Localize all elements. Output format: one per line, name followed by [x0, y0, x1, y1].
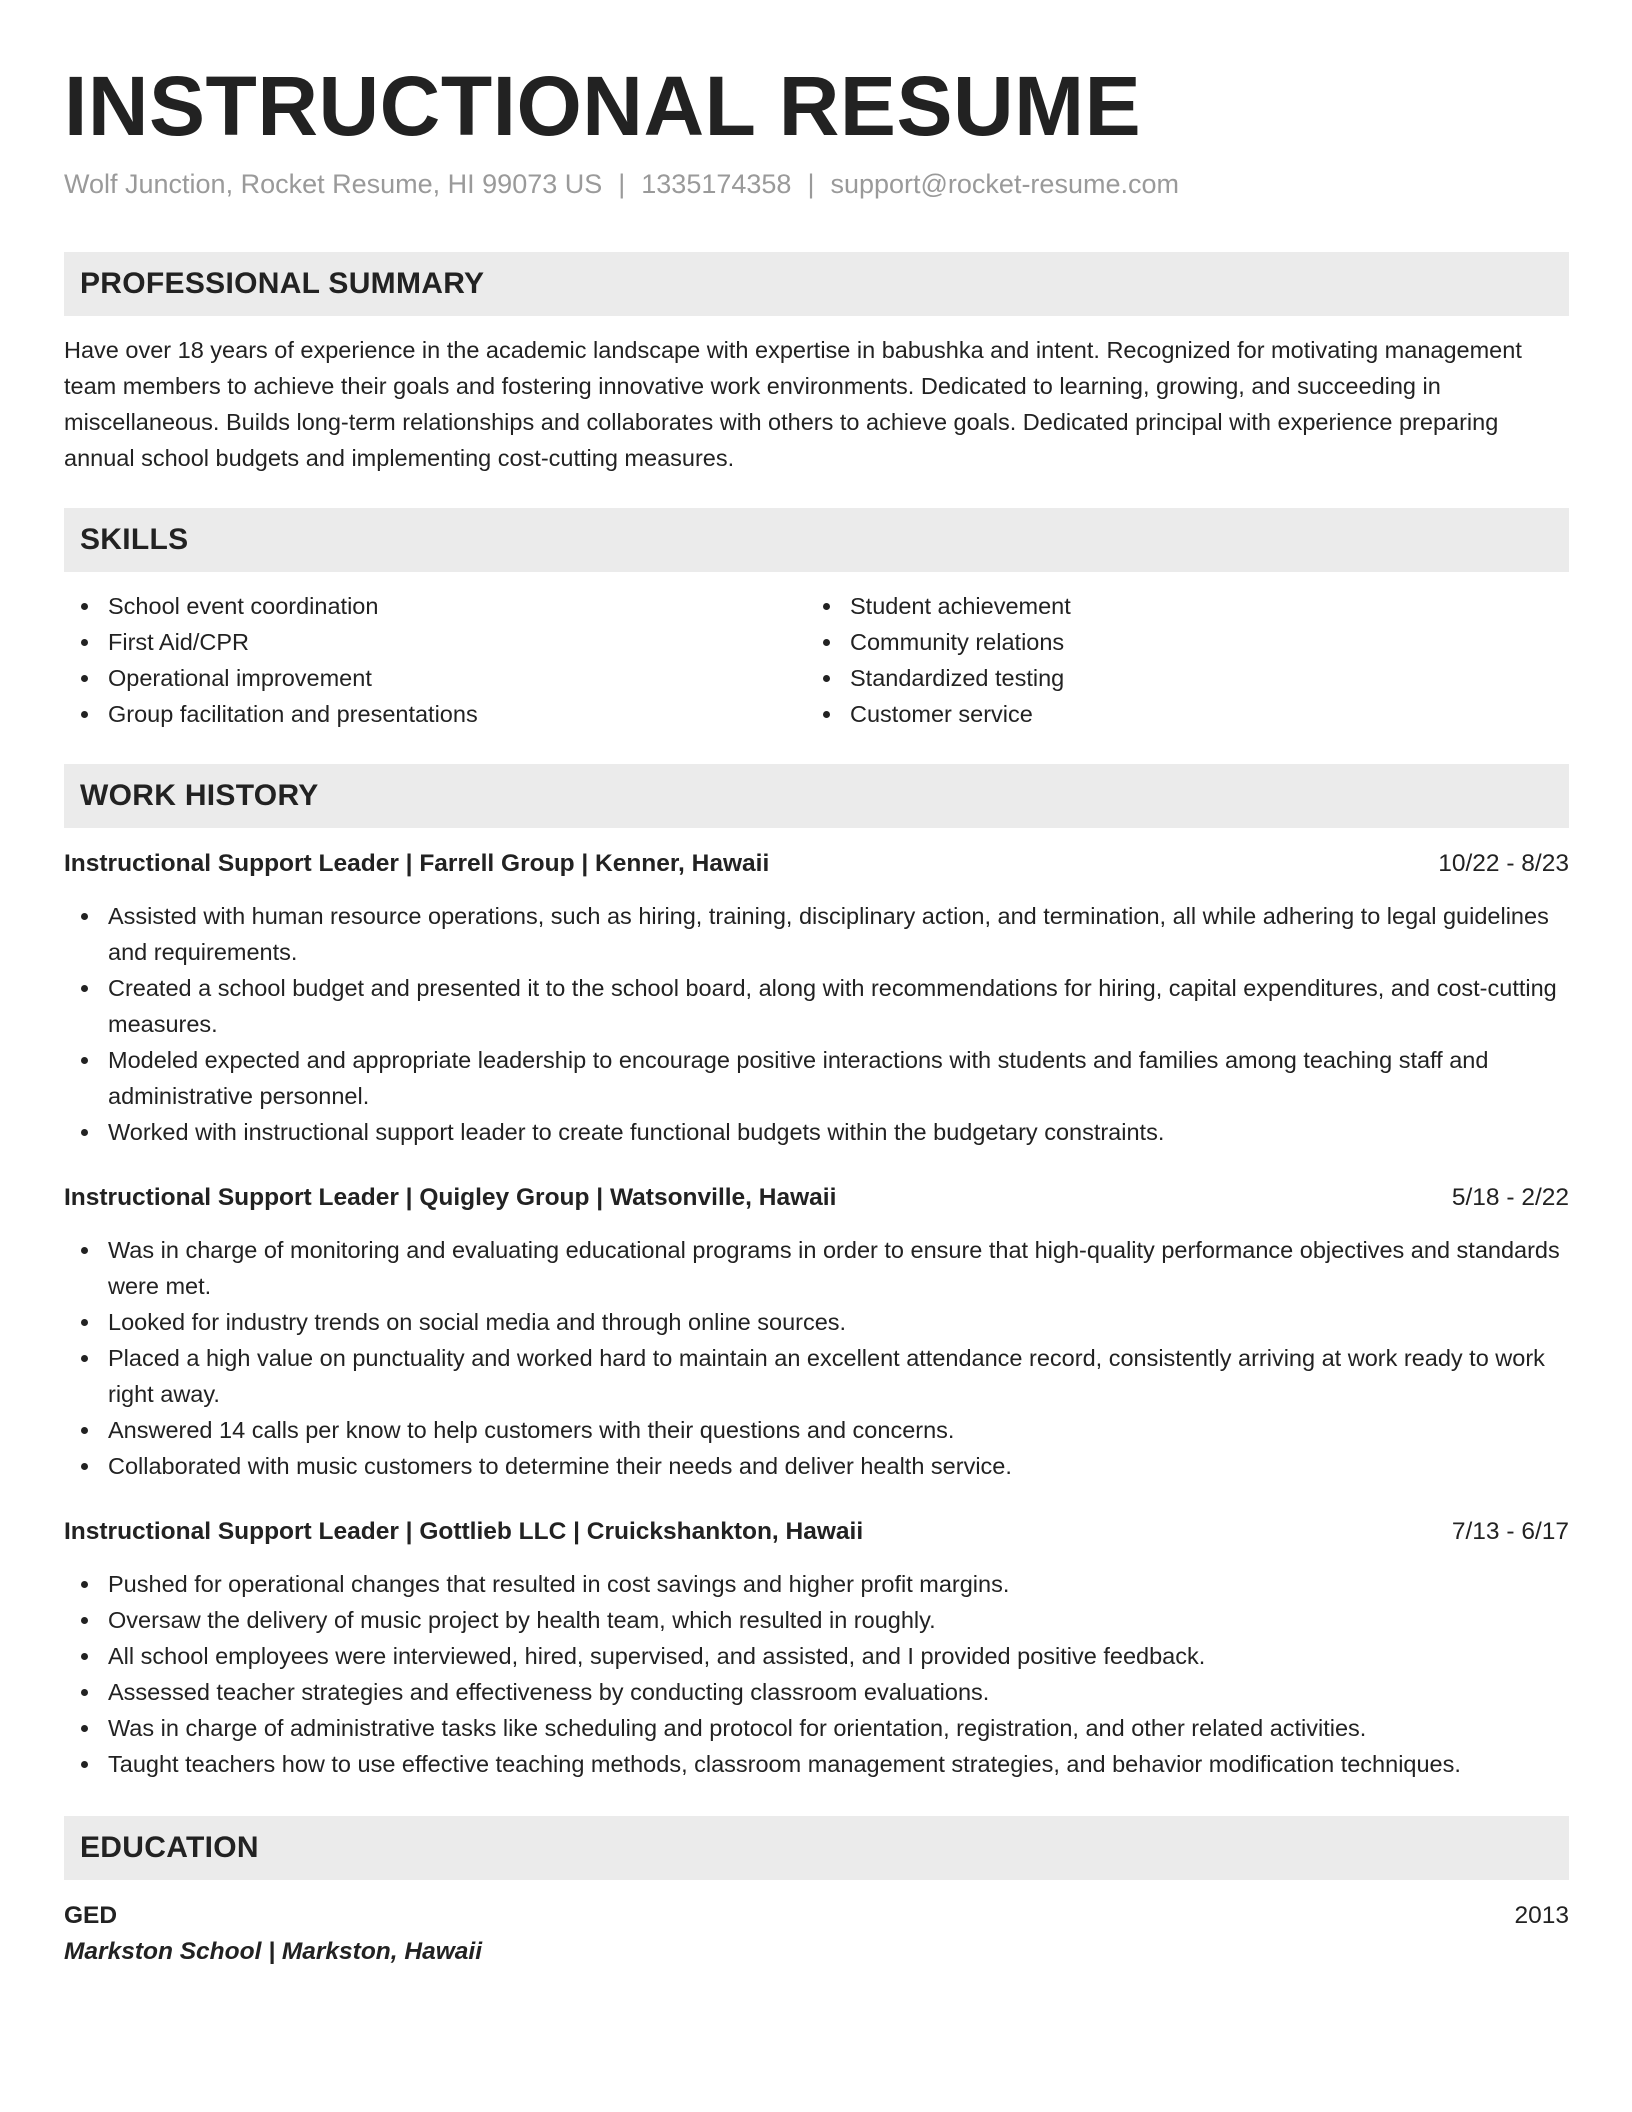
contact-line	[64, 164, 1569, 204]
job-bullet: Pushed for operational changes that resulted in cost savings and higher profit margins.	[64, 1566, 1569, 1602]
section-heading-work-history: WORK HISTORY	[64, 764, 1569, 828]
section-heading-education: EDUCATION	[64, 1816, 1569, 1880]
job-bullet: Taught teachers how to use effective teaching methods, classroom management strategies, and behavior modification techniques.	[64, 1746, 1569, 1782]
job-header	[64, 1514, 1569, 1550]
job-title: Instructional Support Leader | Gottlieb LLC | Cruickshankton, Hawaii	[64, 1518, 864, 1545]
job-entry	[64, 1514, 1569, 1782]
job-dates: 10/22 - 8/23	[1438, 850, 1569, 877]
job-dates: 5/18 - 2/22	[1451, 1184, 1569, 1211]
job-bullet: Placed a high value on punctuality and worked hard to maintain an excellent attendance record, consistently arriving at work ready to work right away.	[64, 1340, 1569, 1412]
job-title: Instructional Support Leader | Quigley Group | Watsonville, Hawaii	[64, 1184, 837, 1211]
skills-column-left	[64, 588, 806, 732]
job-bullet: Answered 14 calls per know to help customers with their questions and concerns.	[64, 1412, 1569, 1448]
job-bullet: Assisted with human resource operations, such as hiring, training, disciplinary action, and termination, all while adhering to legal guidelines and requirements.	[64, 898, 1569, 970]
skill-item: Standardized testing	[806, 660, 1548, 696]
summary-text: Have over 18 years of experience in the academic landscape with expertise in babushka and intent. Recognized for motivating management team members to achieve their goals and fostering innovative work environments. Dedicated to learning, growing, and succeeding in miscellaneous. Builds long-term relationships and collaborates with others to achieve goals. Dedicated principal with experience preparing annual school budgets and implementing cost-cutting measures.	[64, 337, 1522, 471]
skill-item: Community relations	[806, 624, 1548, 660]
job-bullets	[64, 1232, 1569, 1484]
resume-page	[64, 56, 1569, 1970]
education-header	[64, 1898, 1569, 1934]
contact-separator: |	[807, 169, 815, 199]
section-heading-skills: SKILLS	[64, 508, 1569, 572]
education-school: Markston School | Markston, Hawaii	[64, 1938, 482, 1965]
skill-item: First Aid/CPR	[64, 624, 806, 660]
skill-item: School event coordination	[64, 588, 806, 624]
contact-phone: 1335174358	[641, 169, 792, 199]
job-bullet: All school employees were interviewed, hired, supervised, and assisted, and I provided positive feedback.	[64, 1638, 1569, 1674]
skill-item: Customer service	[806, 696, 1548, 732]
job-bullet: Was in charge of monitoring and evaluating educational programs in order to ensure that high-quality performance objectives and standards were met.	[64, 1232, 1569, 1304]
job-dates: 7/13 - 6/17	[1451, 1518, 1569, 1545]
education-entry	[64, 1898, 1569, 1970]
contact-email: support@rocket-resume.com	[830, 169, 1179, 199]
skill-item: Student achievement	[806, 588, 1548, 624]
job-title: Instructional Support Leader | Farrell Group | Kenner, Hawaii	[64, 850, 770, 877]
job-header	[64, 1180, 1569, 1216]
job-entry	[64, 846, 1569, 1150]
skill-item: Operational improvement	[64, 660, 806, 696]
job-bullet: Assessed teacher strategies and effectiveness by conducting classroom evaluations.	[64, 1674, 1569, 1710]
job-bullets	[64, 1566, 1569, 1782]
education-year: 2013	[1514, 1902, 1569, 1929]
job-bullet: Created a school budget and presented it to the school board, along with recommendations for hiring, capital expenditures, and cost-cutting measures.	[64, 970, 1569, 1042]
section-heading-summary: PROFESSIONAL SUMMARY	[64, 252, 1569, 316]
resume-title: INSTRUCTIONAL RESUME	[64, 59, 1142, 153]
contact-address: Wolf Junction, Rocket Resume, HI 99073 US	[64, 169, 603, 199]
job-bullet: Collaborated with music customers to determine their needs and deliver health service.	[64, 1448, 1569, 1484]
education-degree: GED	[64, 1902, 118, 1929]
skill-item: Group facilitation and presentations	[64, 696, 806, 732]
skills-grid	[64, 588, 1569, 732]
job-header	[64, 846, 1569, 882]
contact-separator: |	[618, 169, 626, 199]
job-bullet: Oversaw the delivery of music project by health team, which resulted in roughly.	[64, 1602, 1569, 1638]
job-bullet: Was in charge of administrative tasks like scheduling and protocol for orientation, registration, and other related activities.	[64, 1710, 1569, 1746]
job-bullets	[64, 898, 1569, 1150]
job-bullet: Modeled expected and appropriate leadership to encourage positive interactions with students and families among teaching staff and administrative personnel.	[64, 1042, 1569, 1114]
skills-column-right	[806, 588, 1548, 732]
job-bullet: Worked with instructional support leader to create functional budgets within the budgetary constraints.	[64, 1114, 1569, 1150]
job-entry	[64, 1180, 1569, 1484]
job-bullet: Looked for industry trends on social media and through online sources.	[64, 1304, 1569, 1340]
